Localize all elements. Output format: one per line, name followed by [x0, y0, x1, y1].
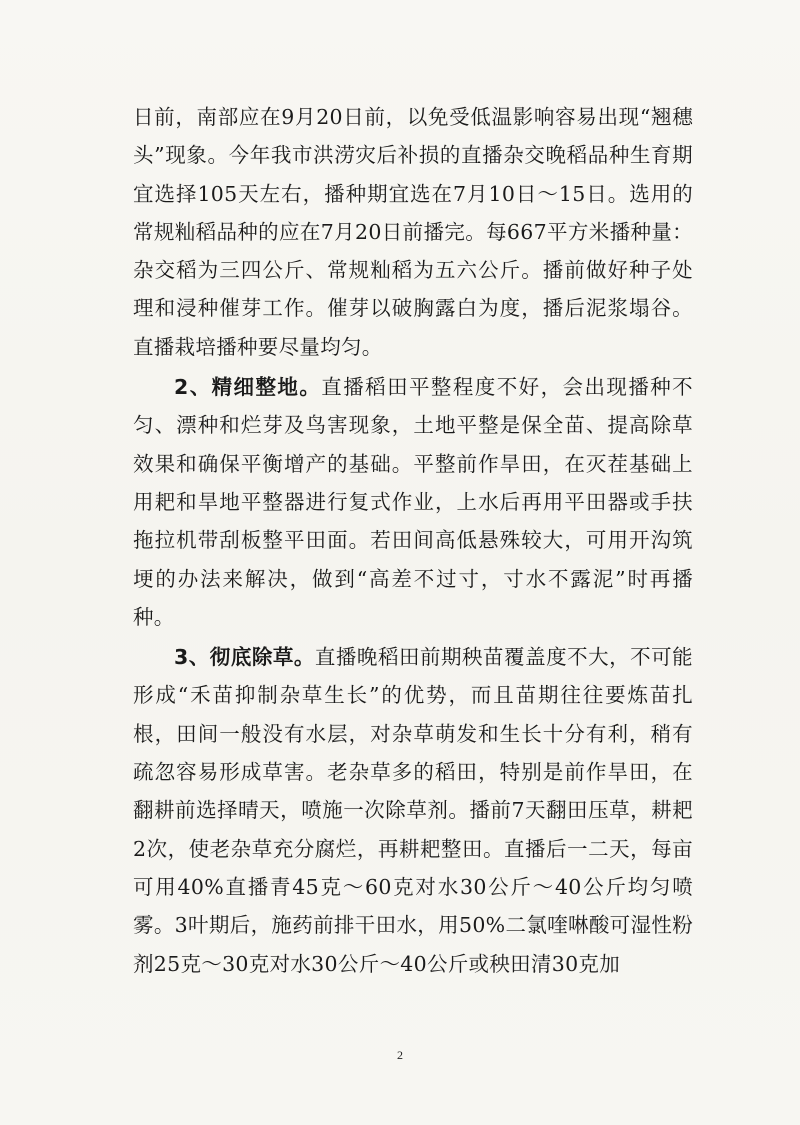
heading-land-leveling: 2、精细整地。 [174, 375, 322, 400]
paragraph-sowing-period-text: 日前，南部应在9月20日前，以免受低温影响容易出现“翘穗头”现象。今年我市洪涝灾后补损的直播杂交晚稻品种生育期宜选择105天左右，播种期宜选在7月10日～15日。选用的常规籼稻品种的应在7月20日前播完。每667平方米播种量：杂交稻为三四公斤、常规籼稻为五六公斤。播前做好种子处理和浸种催芽工作。催芽以破胸露白为度，播后泥浆塌谷。直播栽培播种要尽量均匀。 [133, 105, 693, 359]
paragraph-land-leveling-text: 直播稻田平整程度不好，会出现播种不匀、漂种和烂芽及鸟害现象，土地平整是保全苗、提高除草效果和确保平衡增产的基础。平整前作旱田，在灭茬基础上用耙和旱地平整器进行复式作业，上水后再用平田器或手扶拖拉机带刮板整平田面。若田间高低悬殊较大，可用开沟筑埂的办法来解决，做到“高差不过寸，寸水不露泥”时再播种。 [133, 375, 693, 629]
page-number: 2 [397, 1048, 403, 1062]
paragraph-weeding [133, 638, 693, 983]
heading-weeding: 3、彻底除草。 [174, 645, 315, 670]
document-body [133, 98, 693, 983]
paragraph-land-leveling [133, 368, 693, 636]
paragraph-sowing-period [133, 98, 693, 366]
paragraph-weeding-text: 直播晚稻田前期秧苗覆盖度不大，不可能形成“禾苗抑制杂草生长”的优势，而且苗期往往要炼苗扎根，田间一般没有水层，对杂草萌发和生长十分有利，稍有疏忽容易形成草害。老杂草多的稻田，特别是前作旱田，在翻耕前选择晴天，喷施一次除草剂。播前7天翻田压草，耕耙2次，使老杂草充分腐烂，再耕耙整田。直播后一二天，每亩可用40%直播青45克～60克对水30公斤～40公斤均匀喷雾。3叶期后，施药前排干田水，用50%二氯喹啉酸可湿性粉剂25克～30克对水30公斤～40公斤或秧田清30克加 [133, 645, 693, 976]
